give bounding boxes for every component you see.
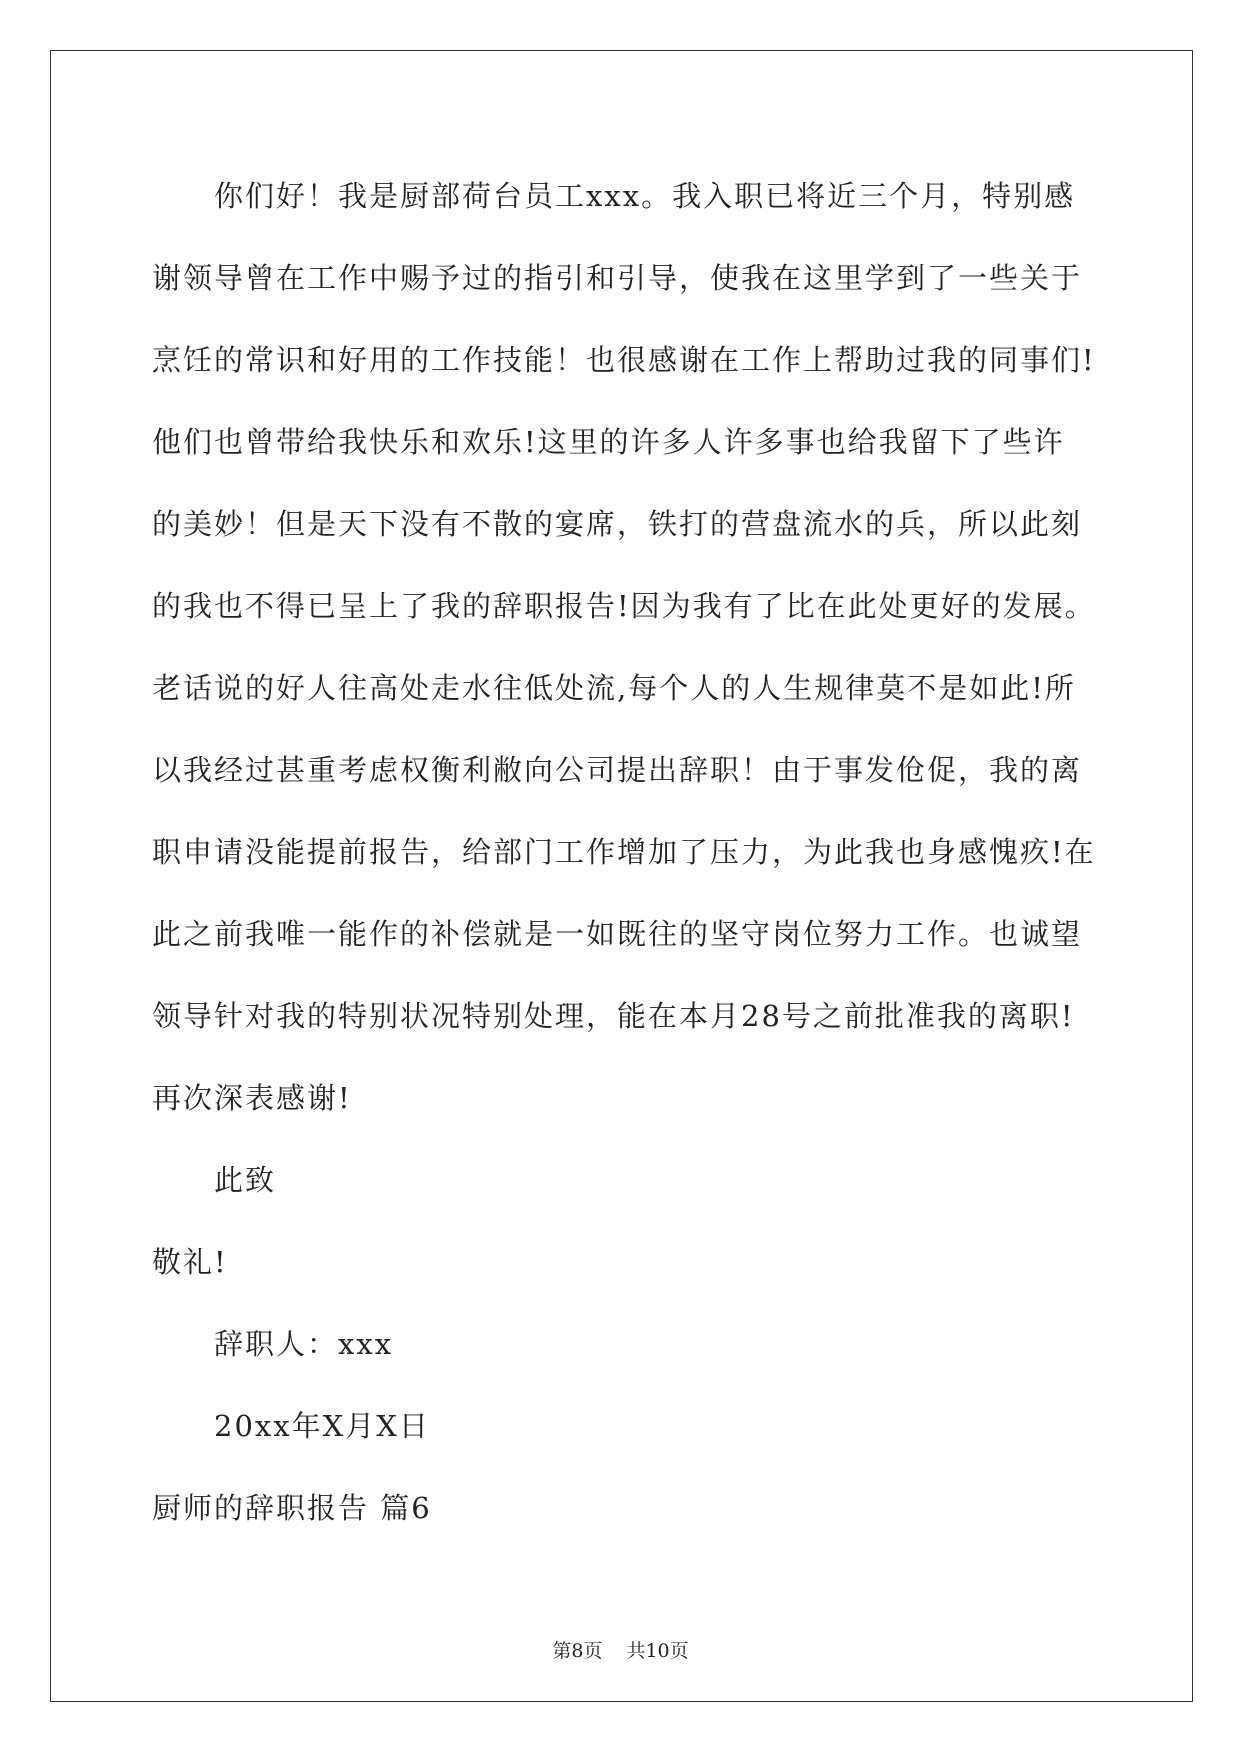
paragraph-line: 烹饪的常识和好用的工作技能！也很感谢在工作上帮助过我的同事们! <box>152 343 1096 377</box>
page-number-total: 共10页 <box>626 1640 689 1662</box>
paragraph-line: 你们好！我是厨部荷台员工xxx。我入职已将近三个月，特别感 <box>214 179 1076 213</box>
paragraph-line: 领导针对我的特别状况特别处理，能在本月28号之前批准我的离职! <box>152 999 1075 1033</box>
closing-line: 此致 <box>214 1163 277 1197</box>
paragraph-line: 此之前我唯一能作的补偿就是一如既往的坚守岗位努力工作。也诚望 <box>152 917 1083 951</box>
date-line: 20xx年X月X日 <box>214 1409 430 1443</box>
paragraph-line: 的美妙！但是天下没有不散的宴席，铁打的营盘流水的兵，所以此刻 <box>152 507 1083 541</box>
letter-body <box>152 155 1097 1549</box>
paragraph-line: 职申请没能提前报告，给部门工作增加了压力，为此我也身感愧疚!在 <box>152 835 1096 869</box>
next-section-heading: 厨师的辞职报告 篇6 <box>152 1491 432 1525</box>
salute-line: 敬礼! <box>152 1245 228 1279</box>
paragraph-line: 谢领导曾在工作中赐予过的指引和引导，使我在这里学到了一些关于 <box>152 261 1083 295</box>
paragraph-line: 再次深表感谢! <box>152 1081 352 1115</box>
page-footer <box>0 1636 1241 1663</box>
page-number-current: 第8页 <box>552 1640 603 1662</box>
paragraph-line: 老话说的好人往高处走水往低处流,每个人的人生规律莫不是如此!所 <box>152 671 1076 705</box>
signature-line: 辞职人：xxx <box>214 1327 394 1361</box>
paragraph-line: 以我经过甚重考虑权衡利敝向公司提出辞职！由于事发伧促，我的离 <box>152 753 1083 787</box>
paragraph-line: 他们也曾带给我快乐和欢乐!这里的许多人许多事也给我留下了些许 <box>152 425 1065 459</box>
paragraph-line: 的我也不得已呈上了我的辞职报告!因为我有了比在此处更好的发展。 <box>152 589 1096 623</box>
